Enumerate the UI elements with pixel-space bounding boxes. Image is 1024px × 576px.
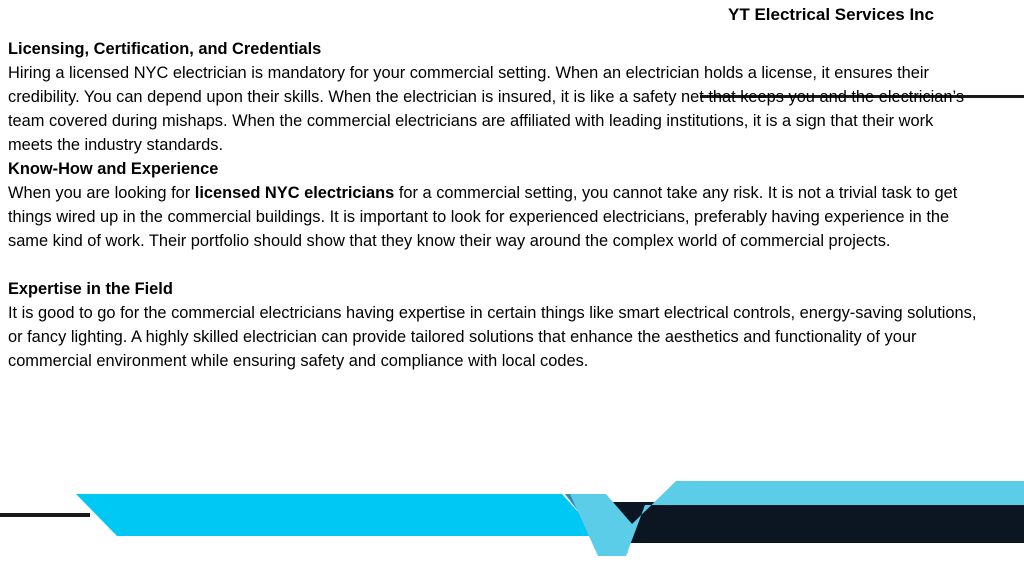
licensed-electricians-link: licensed NYC electricians: [194, 184, 395, 202]
section-heading-experience: Know-How and Experience: [8, 160, 219, 178]
section-heading-expertise: Expertise in the Field: [8, 280, 173, 298]
section-body-licensing: Hiring a licensed NYC electrician is mandatory for your commercial setting. When an electrician holds a license, it ensures their credibility. You can depend upon their skills. When the electrician is insured, it is like a safety net that keeps you and the electrician’s team covered during mishaps. When the commercial electricians are affiliated with leading institutions, it is a sign that their work meets the industry standards.: [8, 64, 965, 154]
footer-dark-line: [0, 513, 90, 517]
section-heading-licensing: Licensing, Certification, and Credentials: [8, 40, 322, 58]
footer-cyan-band: [76, 494, 600, 536]
company-name: YT Electrical Services Inc: [728, 5, 935, 24]
experience-text-end: for a commercial setting, you cannot take any risk. It is not a trivial task to get things wired up in the commercial buildings. It is important to look for experienced electricians, preferably having experience in the same kind of work. Their portfolio should show that they know their way around the complex world of commercial projects.: [8, 184, 958, 250]
section-body-expertise: It is good to go for the commercial electricians having expertise in certain things like smart electrical controls, energy-saving solutions, or fancy lighting. A highly skilled electrician can provide tailored solutions that enhance the aesthetics and functionality of your commercial environment while ensuring safety and compliance with local codes.: [8, 304, 977, 370]
experience-text-start: When you are looking for: [8, 184, 195, 202]
